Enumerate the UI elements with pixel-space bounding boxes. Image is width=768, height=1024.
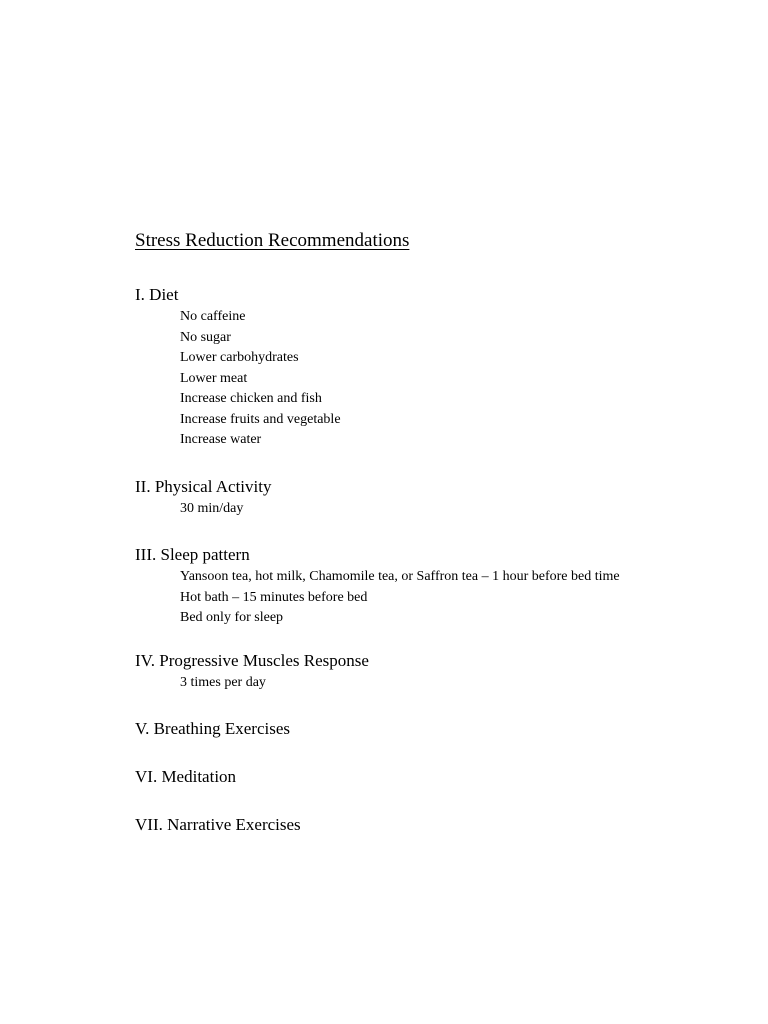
- section-sleep-pattern: [135, 544, 620, 629]
- section-heading: I. Diet: [135, 285, 179, 304]
- list-item: Yansoon tea, hot milk, Chamomile tea, or Saffron tea – 1 hour before bed time: [180, 569, 620, 584]
- section-heading: IV. Progressive Muscles Response: [135, 651, 369, 670]
- section-heading: VII. Narrative Exercises: [135, 815, 301, 834]
- section-physical-activity: [135, 476, 271, 520]
- list-item: Bed only for sleep: [180, 610, 284, 625]
- section-progressive-muscles: [135, 650, 369, 694]
- list-item: Lower carbohydrates: [180, 350, 299, 365]
- section-heading: VI. Meditation: [135, 767, 237, 786]
- document-title: Stress Reduction Recommendations: [135, 230, 410, 251]
- list-item: Increase fruits and vegetable: [180, 411, 341, 427]
- list-item: 3 times per day: [180, 675, 266, 690]
- section-narrative-exercises: [135, 814, 301, 836]
- section-heading: II. Physical Activity: [135, 477, 272, 496]
- section-breathing-exercises: [135, 718, 290, 740]
- section-diet: [135, 284, 341, 451]
- section-item-list: [135, 567, 620, 629]
- list-item: 30 min/day: [180, 501, 244, 516]
- section-heading: V. Breathing Exercises: [135, 719, 291, 738]
- list-item: Increase chicken and fish: [180, 391, 322, 406]
- list-item: No caffeine: [180, 309, 246, 324]
- section-heading: III. Sleep pattern: [135, 545, 250, 564]
- list-item: Hot bath – 15 minutes before bed: [180, 589, 368, 605]
- list-item: Lower meat: [180, 370, 248, 386]
- section-item-list: [135, 307, 341, 451]
- section-item-list: [135, 499, 271, 520]
- section-item-list: [135, 673, 369, 694]
- list-item: Increase water: [180, 432, 262, 447]
- section-meditation: [135, 766, 236, 788]
- list-item: No sugar: [180, 329, 231, 345]
